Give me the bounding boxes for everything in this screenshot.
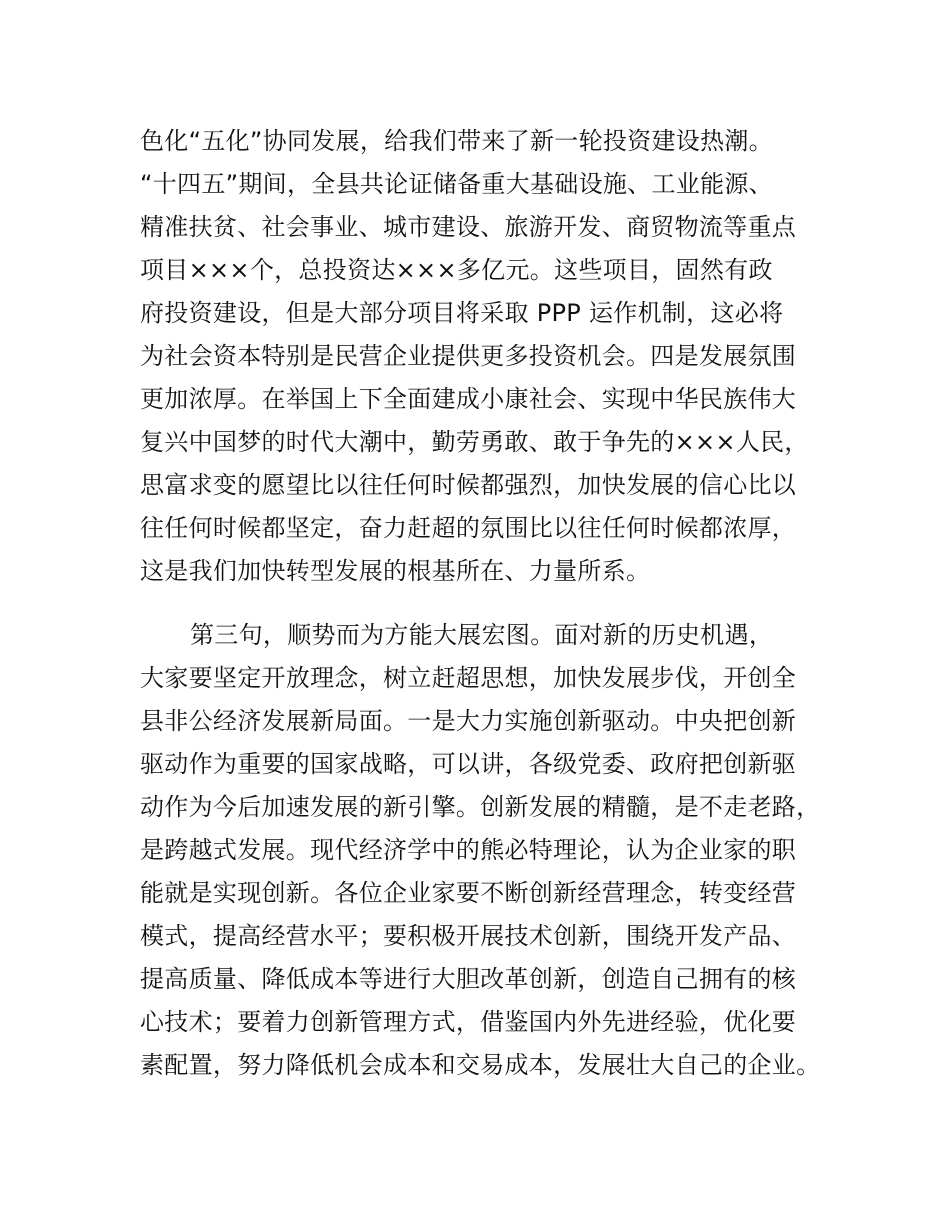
text-line: 为社会资本特别是民营企业提供更多投资机会。四是发展氛围: [140, 342, 797, 370]
text-line: 复兴中国梦的时代大潮中，勤劳勇敢、敢于争先的×××人民，: [140, 428, 809, 456]
text-line: 动作为今后加速发展的新引擎。创新发展的精髓，是不走老路，: [140, 793, 821, 821]
text-line: 府投资建设，但是大部分项目将采取 PPP 运作机制，这必将: [140, 299, 784, 327]
text-line: 县非公经济发展新局面。一是大力实施创新驱动。中央把创新: [140, 707, 797, 735]
text-line: 更加浓厚。在举国上下全面建成小康社会、实现中华民族伟大: [140, 385, 797, 413]
text-line: 驱动作为重要的国家战略，可以讲，各级党委、政府把创新驱: [140, 750, 797, 778]
text-line: 色化“五化”协同发展，给我们带来了新一轮投资建设热潮。: [140, 127, 773, 155]
text-line: 心技术；要着力创新管理方式，借鉴国内外先进经验，优化要: [140, 1008, 797, 1036]
text-line: 提高质量、降低成本等进行大胆改革创新，创造自己拥有的核: [140, 965, 797, 993]
text-line: 能就是实现创新。各位企业家要不断创新经营理念，转变经营: [140, 879, 797, 907]
text-line: 大家要坚定开放理念，树立赶超思想，加快发展步伐，开创全: [140, 664, 797, 692]
text-line: 是跨越式发展。现代经济学中的熊必特理论，认为企业家的职: [140, 836, 797, 864]
text-line: 第三句，顺势而为方能大展宏图。面对新的历史机遇，: [190, 621, 774, 649]
text-line: 这是我们加快转型发展的根基所在、力量所系。: [140, 557, 651, 585]
text-line: “十四五”期间，全县共论证储备重大基础设施、工业能源、: [140, 170, 773, 198]
text-line: 思富求变的愿望比以往任何时候都强烈，加快发展的信心比以: [140, 471, 797, 499]
text-line: 往任何时候都坚定，奋力赶超的氛围比以往任何时候都浓厚，: [140, 514, 797, 542]
text-line: 精准扶贫、社会事业、城市建设、旅游开发、商贸物流等重点: [140, 213, 797, 241]
text-line: 素配置，努力降低机会成本和交易成本，发展壮大自己的企业。: [140, 1051, 821, 1079]
text-line: 项目×××个，总投资达×××多亿元。这些项目，固然有政: [140, 256, 773, 284]
text-line: 模式，提高经营水平；要积极开展技术创新，围绕开发产品、: [140, 922, 797, 950]
